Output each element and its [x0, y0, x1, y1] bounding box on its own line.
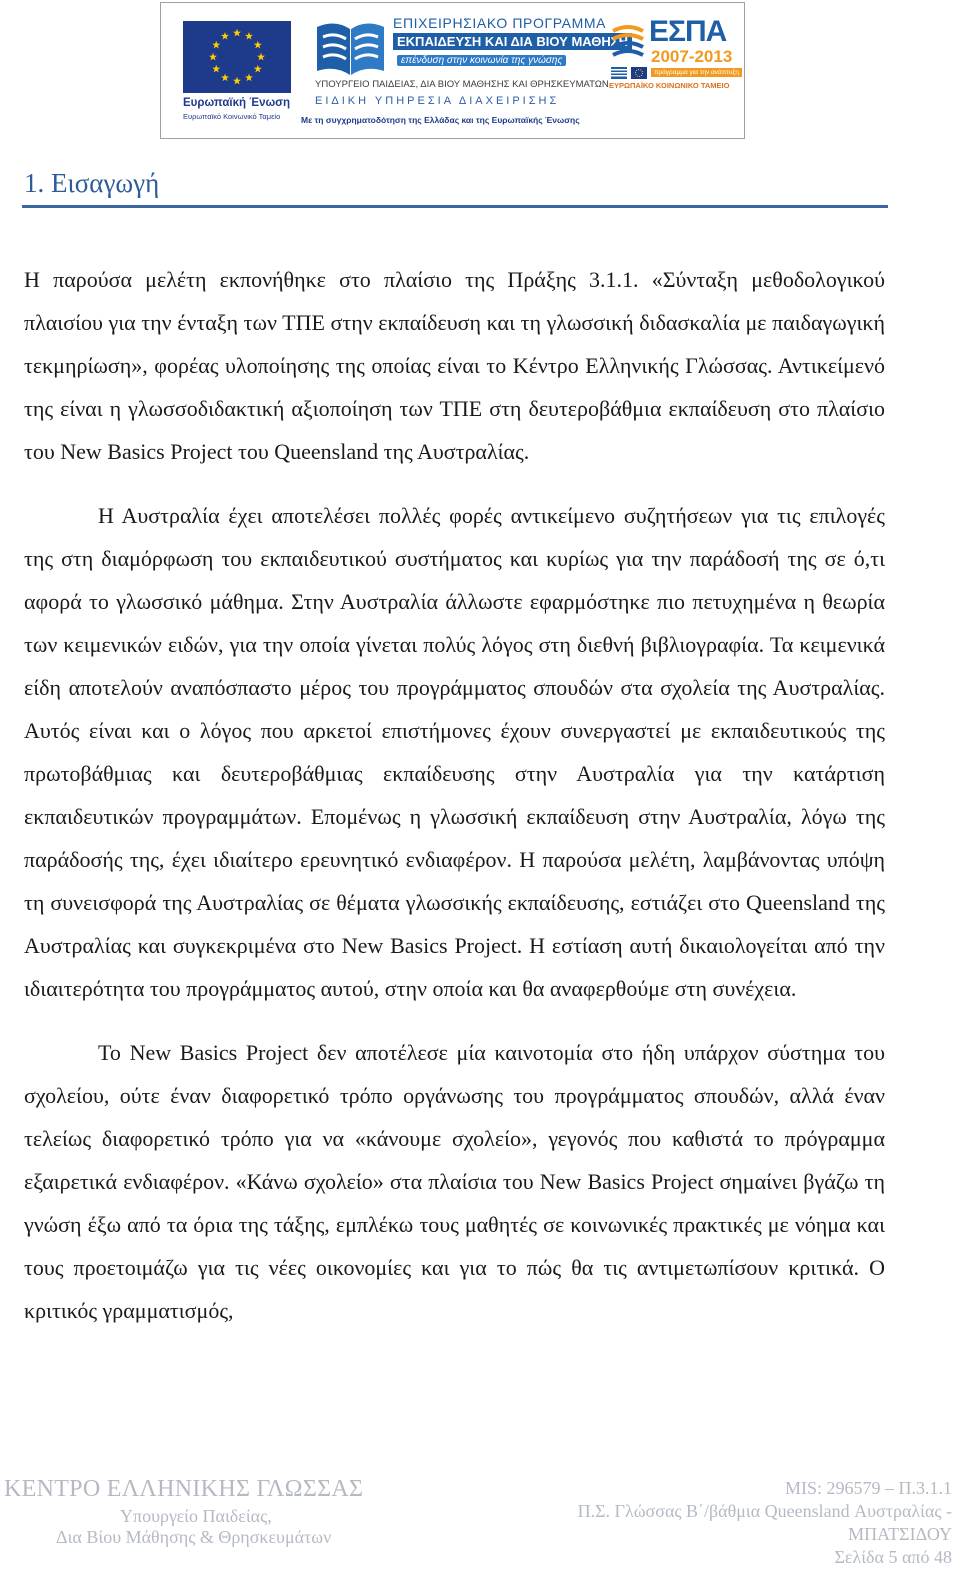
espa-logo-text: ΕΣΠΑ [649, 15, 727, 48]
paragraph-1: Η παρούσα μελέτη εκπονήθηκε στο πλαίσιο της Πράξης 3.1.1. «Σύνταξη μεθοδολογικού πλαισίου για την ένταξη των ΤΠΕ στην εκπαίδευση και τη γλωσσική διδασκαλία με παιδαγωγική τεκμηρίωση», φορέας υλοποίησης της οποίας είναι το Κέντρο Ελληνικής Γλώσσας. Αντικείμενό της είναι η γλωσσοδιδακτική αξιοποίηση των ΤΠΕ στη δευτεροβάθμια εκπαίδευση στο πλαίσιο του New Basics Project του Queensland της Αυστραλίας. [24, 267, 885, 464]
footer-project: Π.Σ. Γλώσσας Β΄/βάθμια Queensland Αυστραλίας - [577, 1501, 952, 1521]
espa-fund-name: ΕΥΡΩΠΑΪΚΟ ΚΟΙΝΩΝΙΚΟ ΤΑΜΕΙΟ [609, 81, 730, 90]
cofunding-note: Με τη συγχρηματοδότηση της Ελλάδας και της Ευρωπαϊκής Ένωσης [301, 115, 580, 125]
footer-author: ΜΠΑΤΣΙΔΟΥ [848, 1524, 952, 1544]
ministry-name: ΥΠΟΥΡΓΕΙΟ ΠΑΙΔΕΙΑΣ, ΔΙΑ ΒΙΟΥ ΜΑΘΗΣΗΣ ΚΑΙ ΘΡΗΣΚΕΥΜΑΤΩΝ [315, 79, 609, 90]
eu-flag-icon [183, 21, 291, 93]
footer-page-number: Σελίδα 5 από 48 [834, 1547, 952, 1567]
paragraph-2: Η Αυστραλία έχει αποτελέσει πολλές φορές αντικείμενο συζητήσεων για τις επιλογές της στη διαμόρφωση του εκπαιδευτικού συστήματος και κυρίως για την παράδοσή της σε ό,τι αφορά το γλωσσικό μάθημα. Στην Αυστραλία άλλωστε εφαρμόστηκε πιο πετυχημένα η θεωρία των κειμενικών ειδών, για την οποία γίνεται πολύς λόγος στη διεθνή βιβλιογραφία. Τα κειμενικά είδη αποτελούν αναπόσπαστο μέρος του προγράμματος σπουδών στα σχολεία της Αυστραλίας. Αυτός είναι και ο λόγος που αρκετοί επιστήμονες έχουν συνεργαστεί με εκπαιδευτικούς της πρωτοβάθμιας και δευτεροβάθμιας εκπαίδευσης στην Αυστραλία για την κατάρτιση εκπαιδευτικών προγραμμάτων. Επομένως η γλωσσική εκπαίδευση στην Αυστραλία, λόγω της παράδοσής της, έχει ιδιαίτερο ερευνητικό ενδιαφέρον. Η παρούσα μελέτη, λαμβάνοντας υπόψη τη συνεισφορά της Αυστραλίας σε θέματα γλωσσικής εκπαίδευσης, εστιάζει στο Queensland της Αυστραλίας και συγκεκριμένα στο New Basics Project. Η εστίαση αυτή δικαιολογείται από την ιδιαιτερότητα του προγράμματος αυτού, στην οποία και θα αναφερθούμε στη συνέχεια. [24, 503, 885, 1001]
programme-tagline: επένδυση στην κοινωνία της γνώσης [397, 55, 566, 66]
espa-waves-icon [611, 23, 645, 63]
open-book-icon [313, 17, 388, 79]
body-text [24, 258, 885, 1332]
greek-eu-flags-icon [611, 67, 647, 79]
footer-organization: ΚΕΝΤΡΟ ΕΛΛΗΝΙΚΗΣ ΓΛΩΣΣΑΣ [4, 1476, 364, 1502]
eu-name: Ευρωπαϊκή Ένωση [183, 97, 291, 109]
paragraph-3: Το New Basics Project δεν αποτέλεσε μία καινοτομία στο ήδη υπάρχον σύστημα του σχολείου, ούτε έναν διαφορετικό τρόπο οργάνωσης του προγράμματος σπουδών, αλλά έναν τελείως διαφορετικό τρόπο για να «κάνουμε σχολείο», γεγονός που καθιστά το πρόγραμμα εξαιρετικά ενδιαφέρον. «Κάνω σχολείο» στα πλαίσια του New Basics Project σημαίνει βγάζω τη γνώση έξω από τα όρια της τάξης, εμπλέκω τους μαθητές σε κοινωνικές πρακτικές με νόημα και τους προετοιμάζω για τις νέες οικονομίες και για το πώς θα τις αντιμετωπίσουν κριτικά. Ο κριτικός γραμματισμός, [24, 1040, 885, 1323]
heading-underline [22, 205, 888, 208]
logo-banner [160, 2, 745, 139]
espa-years: 2007-2013 [651, 47, 733, 66]
section-heading: 1. Εισαγωγή [24, 168, 160, 198]
espa-tagline: πρόγραμμα για την ανάπτυξη [651, 68, 742, 77]
programme-title: ΕΠΙΧΕΙΡΗΣΙΑΚΟ ΠΡΟΓΡΑΜΜΑ [393, 15, 607, 31]
eu-logo [183, 21, 291, 121]
footer-mis: MIS: 296579 – Π.3.1.1 [784, 1478, 952, 1498]
eu-fund: Ευρωπαϊκό Κοινωνικό Ταμείο [183, 112, 281, 121]
footer-ministry-line1: Υπουργείο Παιδείας, [120, 1506, 272, 1526]
programme-name: ΕΚΠΑΙΔΕΥΣΗ ΚΑΙ ΔΙΑ ΒΙΟΥ ΜΑΘΗΣΗ [393, 33, 632, 50]
footer-ministry-line2: Δια Βίου Μάθησης & Θρησκευμάτων [56, 1527, 332, 1547]
managing-authority: ΕΙΔΙΚΗ ΥΠΗΡΕΣΙΑ ΔΙΑΧΕΙΡΙΣΗΣ [315, 95, 560, 107]
